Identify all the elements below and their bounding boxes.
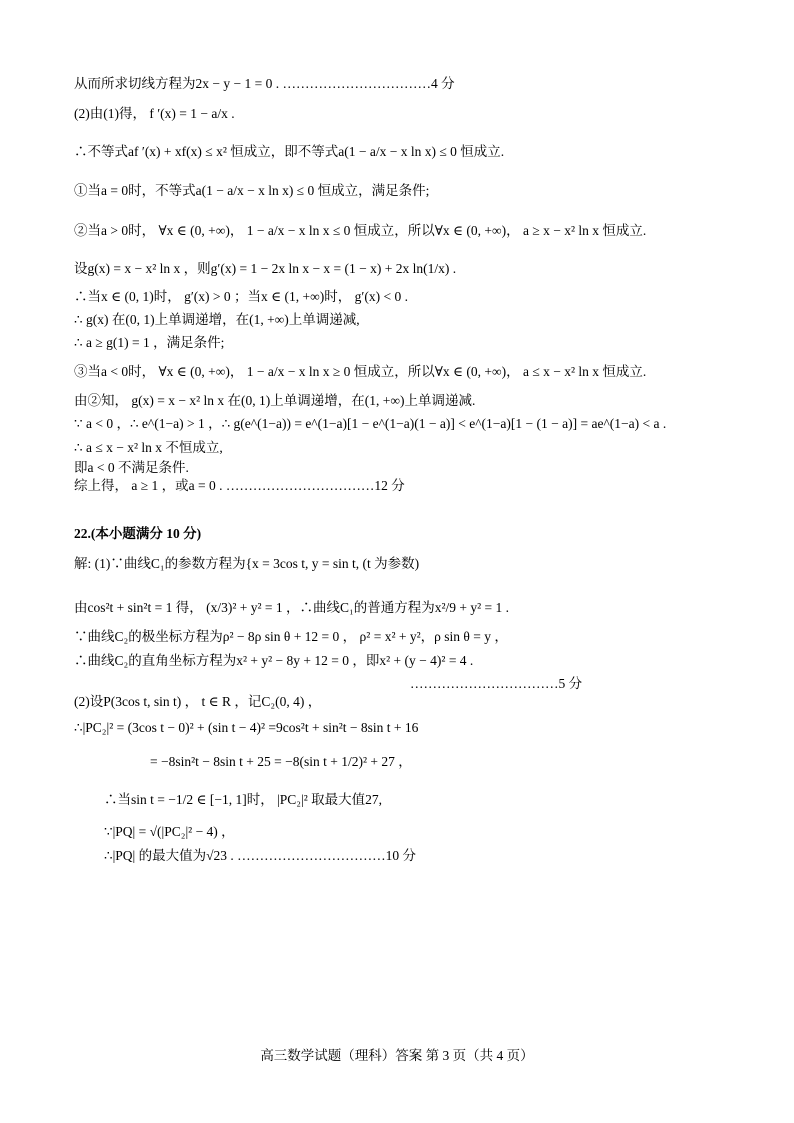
line-pq-formula: ∵|PQ| = √(|PC₂|² − 4) ，: [104, 824, 235, 839]
problem-22-heading: 22.(本小题满分 10 分): [74, 526, 202, 541]
line-distance-squared: ∴|PC₂|² = (3cos t − 0)² + (sin t − 4)² =9cos²t + sin²t − 8sin t + 16: [74, 720, 419, 735]
line-cartesian-equation: ∴曲线C₂的直角坐标方程为x² + y² − 8y + 12 = 0 ，即x² + (y − 4)² = 4 .: [74, 653, 474, 668]
line-a-ge-1: ∴ a ≥ g(1) = 1 ，满足条件;: [74, 335, 225, 350]
line-from-case-2: 由②知， g(x) = x − x² ln x 在(0, 1)上单调递增，在(1, +∞)上单调递减.: [74, 393, 476, 408]
line-inequality: ∴不等式af ′(x) + xf(x) ≤ x² 恒成立，即不等式a(1 − a/x − x ln x) ≤ 0 恒成立.: [74, 144, 505, 159]
line-ordinary-equation: 由cos²t + sin²t = 1 得， (x/3)² + y² = 1 ，∴曲线C₁的普通方程为x²/9 + y² = 1 .: [74, 600, 510, 615]
line-distance-simplified: = −8sin²t − 8sin t + 25 = −8(sin t + 1/2)² + 27 ，: [150, 754, 412, 769]
line-polar-equation: ∵曲线C₂的极坐标方程为ρ² − 8ρ sin θ + 12 = 0 ， ρ² = x² + y²，ρ sin θ = y ，: [74, 629, 508, 644]
line-score-5: ……………………………5 分: [410, 676, 583, 691]
line-g-sign: ∴当x ∈ (0, 1)时， g′(x) > 0 ；当x ∈ (1, +∞)时， g′(x) < 0 .: [74, 289, 408, 304]
line-case-a-positive: ②当a > 0时， ∀x ∈ (0, +∞)， 1 − a/x − x ln x ≤ 0 恒成立，所以∀x ∈ (0, +∞)， a ≥ x − x² ln x 恒成立.: [74, 223, 647, 238]
line-define-g: 设g(x) = x − x² ln x ，则g′(x) = 1 − 2x ln x − x = (1 − x) + 2x ln(1/x) .: [74, 261, 457, 276]
line-tangent-equation: 从而所求切线方程为2x − y − 1 = 0 . ……………………………4 分: [74, 76, 455, 91]
page-footer: 高三数学试题（理科）答案 第 3 页（共 4 页）: [260, 1048, 534, 1063]
line-parametric-equation: 解: (1)∵曲线C₁的参数方程为{x = 3cos t, y = sin t, (t 为参数): [74, 556, 420, 571]
line-pq-maximum: ∴|PQ| 的最大值为√23 . ……………………………10 分: [104, 848, 417, 863]
line-set-point-p: (2)设P(3cos t, sin t) ， t ∈ R ，记C₂(0, 4) ，: [74, 694, 322, 709]
line-part2-derivative: (2)由(1)得， f ′(x) = 1 − a/x .: [74, 106, 235, 121]
line-case-a-zero: ①当a = 0时，不等式a(1 − a/x − x ln x) ≤ 0 恒成立，满足条件;: [74, 183, 430, 198]
line-g-monotonic: ∴ g(x) 在(0, 1)上单调递增，在(1, +∞)上单调递减,: [74, 312, 360, 327]
line-case-a-negative: ③当a < 0时， ∀x ∈ (0, +∞)， 1 − a/x − x ln x ≥ 0 恒成立，所以∀x ∈ (0, +∞)， a ≤ x − x² ln x 恒成立.: [74, 364, 647, 379]
line-exp-estimate: ∵ a < 0 ，∴ e^(1−a) > 1 ，∴ g(e^(1−a)) = e^(1−a)[1 − e^(1−a)(1 − a)] < e^(1−a)[1 − (1 − a)] = ae^(1−a) < a .: [74, 416, 667, 431]
line-a-negative-fails: 即a < 0 不满足条件.: [74, 460, 189, 475]
line-max-value: ∴当sin t = −1/2 ∈ [−1, 1]时， |PC₂|² 取最大值27,: [104, 792, 383, 807]
line-conclusion-21: 综上得， a ≥ 1 ，或a = 0 . ……………………………12 分: [74, 478, 405, 493]
line-not-always: ∴ a ≤ x − x² ln x 不恒成立,: [74, 440, 223, 455]
